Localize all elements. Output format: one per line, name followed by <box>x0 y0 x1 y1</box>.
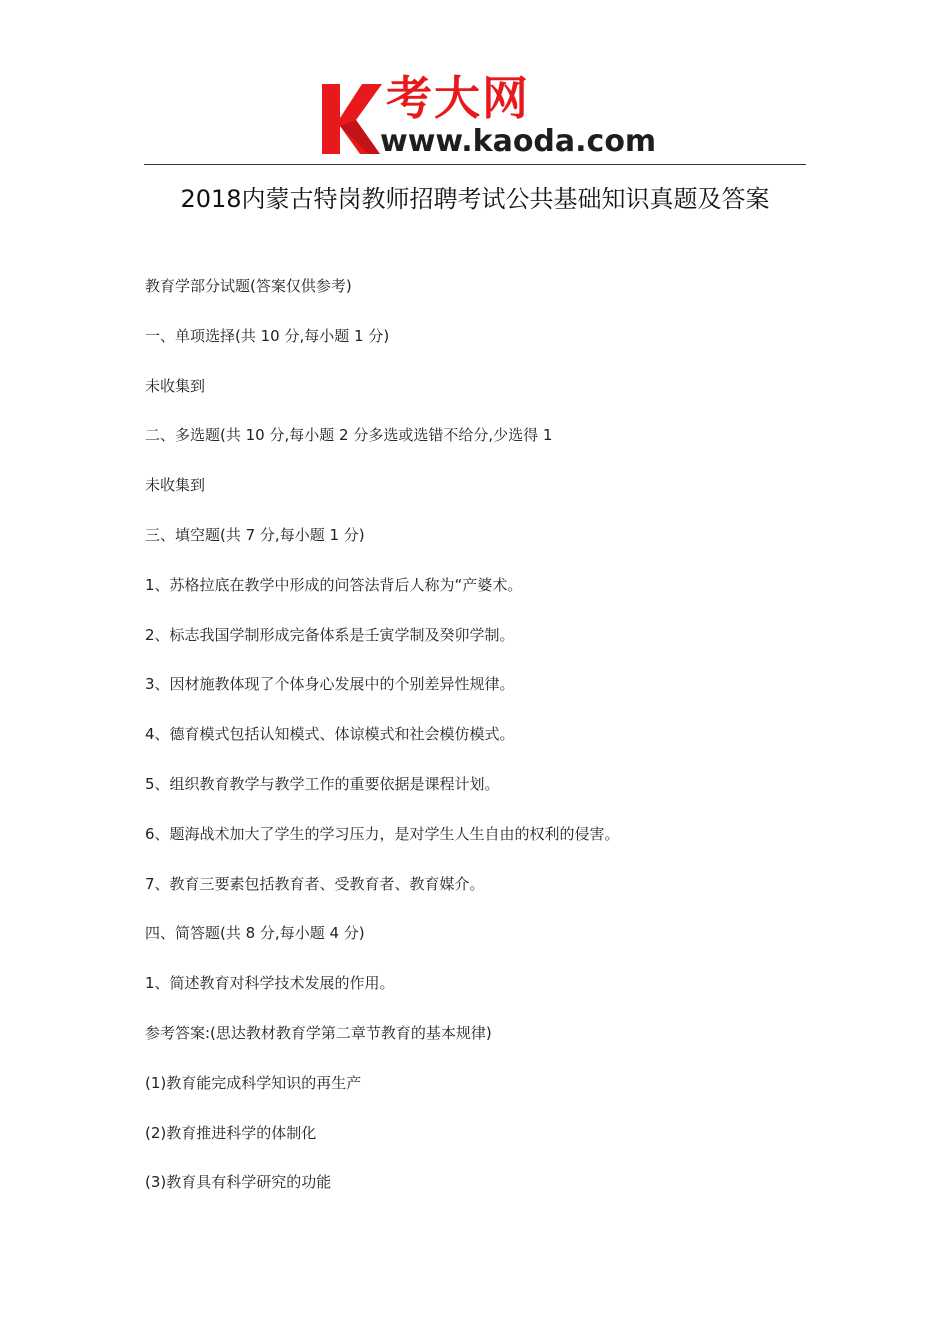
body-paragraph: (2)教育推进科学的体制化 <box>145 1123 317 1142</box>
body-paragraph: 1、苏格拉底在教学中形成的问答法背后人称为“产婆术。 <box>145 575 523 594</box>
body-paragraph: 教育学部分试题(答案仅供参考) <box>145 277 352 295</box>
header-divider <box>144 164 806 165</box>
body-paragraph: 三、填空题(共 7 分,每小题 1 分) <box>145 525 365 544</box>
body-paragraph: 4、德育模式包括认知模式、体谅模式和社会模仿模式。 <box>145 725 515 744</box>
logo-chinese-text: 考大网 <box>386 71 530 125</box>
document-body <box>145 274 845 1220</box>
body-paragraph: 未收集到 <box>145 376 206 395</box>
body-paragraph: 一、单项选择(共 10 分,每小题 1 分) <box>145 326 390 345</box>
body-paragraph: 未收集到 <box>145 476 206 495</box>
body-paragraph: 二、多选题(共 10 分,每小题 2 分多选或选错不给分,少选得 1 <box>145 426 553 445</box>
body-paragraph: 四、简答题(共 8 分,每小题 4 分) <box>145 924 365 943</box>
body-paragraph: 6、题海战术加大了学生的学习压力，是对学生人生自由的权利的侵害。 <box>145 824 620 843</box>
body-paragraph: 1、简述教育对科学技术发展的作用。 <box>145 974 395 993</box>
body-paragraph: 参考答案:(思达教材教育学第二章节教育的基本规律) <box>145 1023 492 1042</box>
body-paragraph: 5、组织教育教学与教学工作的重要依据是课程计划。 <box>145 774 500 793</box>
k-logo-icon <box>318 78 388 156</box>
body-paragraph: 3、因材施教体现了个体身心发展中的个别差异性规律。 <box>145 675 515 694</box>
body-paragraph: (3)教育具有科学研究的功能 <box>145 1173 332 1192</box>
document-title: 2018内蒙古特岗教师招聘考试公共基础知识真题及答案 <box>180 185 770 213</box>
body-paragraph: (1)教育能完成科学知识的再生产 <box>145 1073 362 1092</box>
site-logo[interactable] <box>318 71 657 162</box>
body-paragraph: 2、标志我国学制形成完备体系是壬寅学制及癸卯学制。 <box>145 625 515 644</box>
body-paragraph: 7、教育三要素包括教育者、受教育者、教育媒介。 <box>145 874 485 893</box>
logo-url-text: www.kaoda.com <box>380 124 657 159</box>
